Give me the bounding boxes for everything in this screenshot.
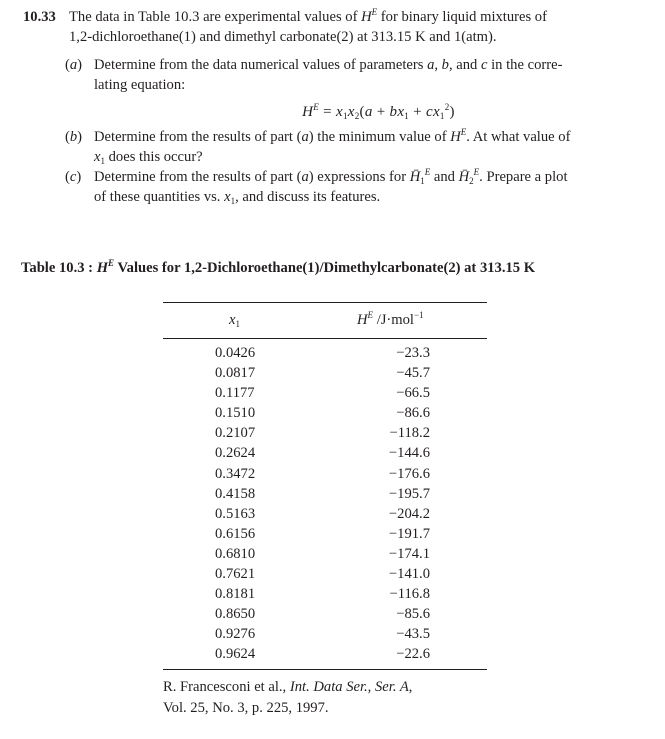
cell-x1: 0.5163 <box>215 505 256 522</box>
table-row <box>163 445 487 465</box>
cell-x1: 0.1510 <box>215 405 256 422</box>
table-row <box>163 345 487 365</box>
cell-x1: 0.1177 <box>215 385 255 402</box>
table-body <box>163 345 487 667</box>
cell-he: −85.6 <box>396 606 430 623</box>
table-row <box>163 385 487 405</box>
correlating-equation: $H^E = x_1x_2(a + bx_1 + cx_1^2)$ <box>302 102 455 121</box>
table-source: R. Francesconi et al., Int. Data Ser., Ser. A, Vol. 25, No. 3, p. 225, 1997. <box>163 679 413 716</box>
table-top-rule <box>163 302 487 303</box>
cell-he: −144.6 <box>388 445 430 462</box>
table-row <box>163 586 487 606</box>
cell-x1: 0.8650 <box>215 606 256 623</box>
cell-x1: 0.2624 <box>215 445 256 462</box>
cell-he: −45.7 <box>396 365 430 382</box>
part-a: (a) Determine from the data numerical values of parameters a, b, and c in the corre- lating equation: $H^E = x_1x_2(a + bx_1 + cx_1^2)$ <box>23 55 643 122</box>
problem-statement <box>23 7 643 207</box>
table-row <box>163 646 487 666</box>
table-row <box>163 626 487 646</box>
table-row <box>163 486 487 506</box>
table-row <box>163 506 487 526</box>
cell-x1: 0.2107 <box>215 425 256 442</box>
problem-intro <box>23 7 643 47</box>
table-row <box>163 526 487 546</box>
cell-x1: 0.8181 <box>215 586 256 603</box>
part-b: (b) Determine from the results of part (a) the minimum value of $H^E$. At what value of $x_1$ does this occur? <box>65 127 571 166</box>
cell-he: −43.5 <box>396 626 430 643</box>
intro-line-1: The data in Table 10.3 are experimental values of $H^E$ for binary liquid mixtures of <box>69 7 547 25</box>
table-row <box>163 546 487 566</box>
cell-he: −66.5 <box>396 385 430 402</box>
cell-x1: 0.3472 <box>215 465 256 482</box>
cell-x1: 0.6156 <box>215 525 256 542</box>
cell-he: −191.7 <box>388 525 430 542</box>
column-header-x1: $x_1$ <box>229 312 240 329</box>
part-c-label: (c) <box>65 169 82 185</box>
cell-he: −118.2 <box>389 425 430 442</box>
table-title: Table 10.3 : $H^E$ Values for 1,2-Dichloroethane(1)/Dimethylcarbonate(2) at 313.15 K <box>21 258 536 276</box>
table-row <box>163 466 487 486</box>
cell-x1: 0.0817 <box>215 365 256 382</box>
cell-he: −141.0 <box>388 566 430 583</box>
table-header-rule <box>163 338 487 339</box>
cell-x1: 0.4158 <box>215 485 256 502</box>
cell-x1: 0.6810 <box>215 545 256 562</box>
part-b-label: (b) <box>65 129 83 145</box>
cell-x1: 0.0426 <box>215 345 256 361</box>
part-a-label: (a) <box>65 57 83 73</box>
table-row <box>163 566 487 586</box>
cell-he: −204.2 <box>388 505 430 522</box>
table-row <box>163 365 487 385</box>
problem-number: 10.33 <box>23 9 56 25</box>
table-row <box>163 425 487 445</box>
column-header-he: $H^E$ /J·mol$^{-1}$ <box>357 310 424 328</box>
cell-he: −176.6 <box>388 465 430 482</box>
intro-line-2: 1,2-dichloroethane(1) and dimethyl carbonate(2) at 313.15 K and 1(atm). <box>69 29 497 45</box>
cell-he: −174.1 <box>388 545 430 562</box>
part-c: (c) Determine from the results of part (a) expressions for $H̄_1^E$ and $H̄_2^E$. Prepare a plot of these quantities vs. $x_1$, and discuss its features. <box>65 167 568 206</box>
table-row <box>163 606 487 626</box>
table-row <box>163 405 487 425</box>
cell-x1: 0.9276 <box>215 626 256 643</box>
cell-he: −116.8 <box>389 586 430 603</box>
cell-he: −22.6 <box>396 646 430 663</box>
cell-he: −23.3 <box>396 345 430 361</box>
cell-he: −86.6 <box>396 405 430 422</box>
cell-x1: 0.9624 <box>215 646 256 663</box>
cell-he: −195.7 <box>388 485 430 502</box>
cell-x1: 0.7621 <box>215 566 256 583</box>
table-bottom-rule <box>163 669 487 670</box>
